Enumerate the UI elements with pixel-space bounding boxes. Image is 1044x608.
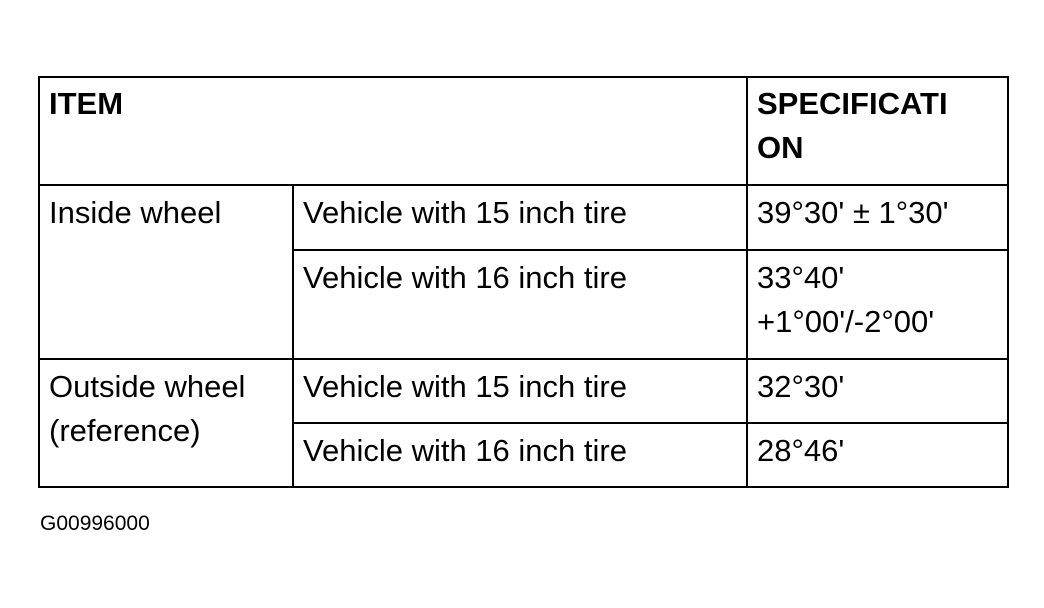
specification-value: 33°40': [757, 260, 845, 295]
group-label-line: Outside wheel: [49, 369, 246, 404]
group-label-line: Inside wheel: [49, 195, 222, 230]
specification-header-line: SPECIFICATI: [757, 86, 948, 121]
condition-text: Vehicle with 15 inch tire: [303, 195, 627, 230]
condition-cell: [293, 423, 747, 487]
condition-cell: [293, 250, 747, 359]
group-label-inside-wheel: [39, 185, 293, 359]
specification-header-line: ON: [757, 130, 804, 165]
condition-text: Vehicle with 15 inch tire: [303, 369, 627, 404]
table-header-row: [39, 77, 1008, 185]
specification-value: +1°00'/-2°00': [757, 304, 935, 339]
specification-value: 39°30' ± 1°30': [757, 195, 949, 230]
item-header: [39, 77, 747, 185]
group-label-line: (reference): [49, 413, 201, 448]
specification-value: 28°46': [757, 433, 845, 468]
condition-text: Vehicle with 16 inch tire: [303, 260, 627, 295]
table-row: [39, 185, 1008, 250]
specification-value: 32°30': [757, 369, 845, 404]
condition-cell: [293, 185, 747, 250]
specification-cell: [747, 185, 1008, 250]
group-label-outside-wheel: [39, 359, 293, 487]
condition-text: Vehicle with 16 inch tire: [303, 433, 627, 468]
specification-cell: [747, 250, 1008, 359]
specification-header: [747, 77, 1008, 185]
figure-id: G00996000: [40, 512, 150, 535]
specification-cell: [747, 359, 1008, 423]
item-header-label: ITEM: [49, 86, 124, 121]
table-row: [39, 359, 1008, 423]
specification-table: [38, 76, 1009, 488]
condition-cell: [293, 359, 747, 423]
specification-cell: [747, 423, 1008, 487]
